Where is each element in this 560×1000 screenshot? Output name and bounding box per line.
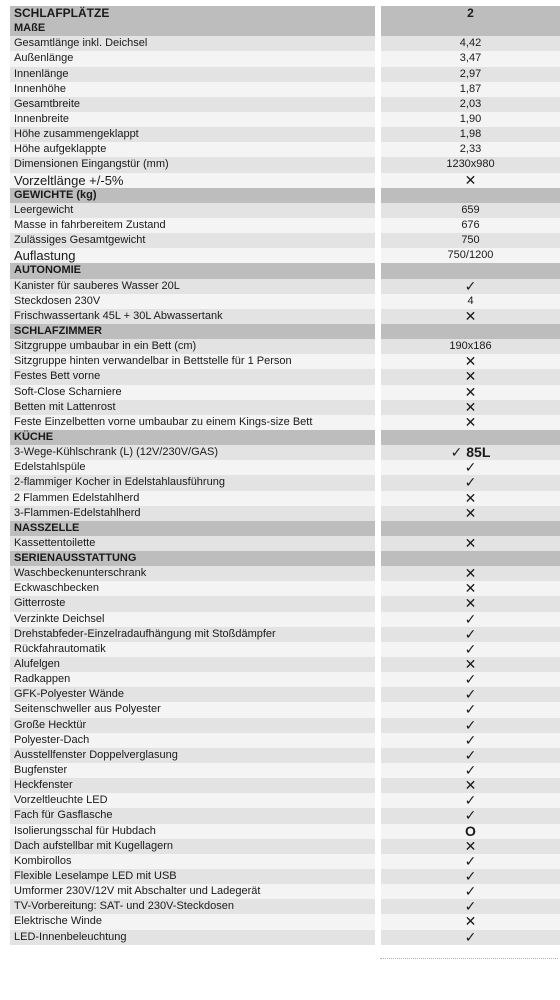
spec-row <box>10 612 560 627</box>
spec-label: Waschbeckenunterschrank <box>10 566 375 581</box>
spec-row <box>10 627 560 642</box>
spec-label: Kassettentoilette <box>10 536 375 551</box>
spec-value: ✓ <box>381 672 560 687</box>
spec-row <box>10 339 560 354</box>
spec-value: 676 <box>381 218 560 233</box>
title-value: 2 <box>381 6 560 21</box>
spec-value: 4 <box>381 294 560 309</box>
section-heading: GEWICHTE (kg) <box>10 188 375 203</box>
spec-label: Auflastung <box>10 248 375 263</box>
spec-label: Gesamtbreite <box>10 97 375 112</box>
footer-divider <box>380 958 558 960</box>
spec-label: Festes Bett vorne <box>10 369 375 384</box>
spec-row <box>10 36 560 51</box>
spec-row <box>10 702 560 717</box>
spec-value: 1,87 <box>381 82 560 97</box>
spec-row <box>10 354 560 369</box>
spec-value: ✕ <box>381 839 560 854</box>
spec-value: ✕ <box>381 400 560 415</box>
spec-row <box>10 839 560 854</box>
spec-row <box>10 657 560 672</box>
spec-label: 2-flammiger Kocher in Edelstahlausführung <box>10 475 375 490</box>
spec-row <box>10 672 560 687</box>
spec-value: ✓ <box>381 869 560 884</box>
spec-row <box>10 400 560 415</box>
section-heading: MAßE <box>10 21 375 36</box>
spec-row <box>10 854 560 869</box>
spec-value: 1,90 <box>381 112 560 127</box>
spec-label: Eckwaschbecken <box>10 581 375 596</box>
spec-label: Gitterroste <box>10 596 375 611</box>
spec-value: ✓ <box>381 763 560 778</box>
spec-row <box>10 642 560 657</box>
section-heading: AUTONOMIE <box>10 263 375 278</box>
spec-value: ✓ <box>381 279 560 294</box>
sections-container <box>10 21 560 945</box>
spec-label: 3-Wege-Kühlschrank (L) (12V/230V/GAS) <box>10 445 375 460</box>
spec-row <box>10 475 560 490</box>
spec-value: ✕ <box>381 778 560 793</box>
spec-row <box>10 445 560 460</box>
spec-row <box>10 581 560 596</box>
spec-row <box>10 536 560 551</box>
spec-row <box>10 748 560 763</box>
spec-value: ✓ <box>381 808 560 823</box>
spec-label: Bugfenster <box>10 763 375 778</box>
spec-row <box>10 97 560 112</box>
spec-value: 4,42 <box>381 36 560 51</box>
spec-row <box>10 279 560 294</box>
spec-label: GFK-Polyester Wände <box>10 687 375 702</box>
spec-value: 750/1200 <box>381 248 560 263</box>
spec-label: Sitzgruppe hinten verwandelbar in Bettstelle für 1 Person <box>10 354 375 369</box>
spec-label: Edelstahlspüle <box>10 460 375 475</box>
spec-label: Vorzeltleuchte LED <box>10 793 375 808</box>
spec-value: ✓ <box>381 718 560 733</box>
spec-value: 1,98 <box>381 127 560 142</box>
spec-row <box>10 793 560 808</box>
spec-value: 1230x980 <box>381 157 560 172</box>
section-heading: SERIENAUSSTATTUNG <box>10 551 375 566</box>
spec-row <box>10 369 560 384</box>
spec-row <box>10 127 560 142</box>
spec-label: Ausstellfenster Doppelverglasung <box>10 748 375 763</box>
spec-row <box>10 294 560 309</box>
spec-row <box>10 203 560 218</box>
spec-label: Kombirollos <box>10 854 375 869</box>
spec-value: ✓ <box>381 627 560 642</box>
spec-label: Leergewicht <box>10 203 375 218</box>
spec-value: ✕ <box>381 566 560 581</box>
spec-label: Höhe zusammengeklappt <box>10 127 375 142</box>
spec-value: ✓ <box>381 733 560 748</box>
spec-row <box>10 914 560 929</box>
spec-label: Innenlänge <box>10 67 375 82</box>
spec-row <box>10 808 560 823</box>
spec-label: Außenlänge <box>10 51 375 66</box>
spec-label: Soft-Close Scharniere <box>10 385 375 400</box>
spec-label: Masse in fahrbereitem Zustand <box>10 218 375 233</box>
spec-value: ✕ <box>381 657 560 672</box>
spec-value: ✕ <box>381 596 560 611</box>
section-heading: NASSZELLE <box>10 521 375 536</box>
spec-row <box>10 309 560 324</box>
spec-label: 2 Flammen Edelstahlherd <box>10 491 375 506</box>
spec-value: ✕ <box>381 173 560 188</box>
spec-value: ✓ <box>381 793 560 808</box>
spec-table <box>10 6 560 945</box>
spec-label: Dach aufstellbar mit Kugellagern <box>10 839 375 854</box>
section-header <box>10 551 560 566</box>
spec-row <box>10 687 560 702</box>
spec-value: 190x186 <box>381 339 560 354</box>
spec-label: Alufelgen <box>10 657 375 672</box>
spec-row <box>10 566 560 581</box>
spec-label: Höhe aufgeklappte <box>10 142 375 157</box>
spec-row <box>10 884 560 899</box>
spec-value: ✕ <box>381 506 560 521</box>
spec-value: ✓ <box>381 460 560 475</box>
spec-row <box>10 157 560 172</box>
spec-row <box>10 733 560 748</box>
spec-label: Isolierungsschal für Hubdach <box>10 824 375 839</box>
spec-label: LED-Innenbeleuchtung <box>10 930 375 945</box>
spec-label: Große Hecktür <box>10 718 375 733</box>
spec-value: ✓ <box>381 687 560 702</box>
spec-row <box>10 460 560 475</box>
spec-row <box>10 778 560 793</box>
spec-value: ✓ <box>381 748 560 763</box>
spec-label: Radkappen <box>10 672 375 687</box>
spec-value: 659 <box>381 203 560 218</box>
spec-label: Rückfahrautomatik <box>10 642 375 657</box>
spec-label: Elektrische Winde <box>10 914 375 929</box>
spec-row <box>10 51 560 66</box>
spec-row <box>10 824 560 839</box>
spec-value: ✕ <box>381 914 560 929</box>
spec-row <box>10 112 560 127</box>
spec-label: Fach für Gasflasche <box>10 808 375 823</box>
spec-row <box>10 67 560 82</box>
spec-label: Feste Einzelbetten vorne umbaubar zu einem Kings-size Bett <box>10 415 375 430</box>
title-row <box>10 6 560 21</box>
spec-value: ✓ <box>381 884 560 899</box>
spec-row <box>10 718 560 733</box>
spec-value: 750 <box>381 233 560 248</box>
spec-label: Vorzeltlänge +/-5% <box>10 173 375 188</box>
spec-label: Seitenschweller aus Polyester <box>10 702 375 717</box>
spec-value: ✓ 85L <box>381 445 560 460</box>
spec-label: Betten mit Lattenrost <box>10 400 375 415</box>
spec-value: ✓ <box>381 475 560 490</box>
spec-value: ✕ <box>381 385 560 400</box>
spec-row <box>10 869 560 884</box>
spec-label: Steckdosen 230V <box>10 294 375 309</box>
spec-label: Frischwassertank 45L + 30L Abwassertank <box>10 309 375 324</box>
spec-label: Kanister für sauberes Wasser 20L <box>10 279 375 294</box>
spec-value: ✓ <box>381 642 560 657</box>
spec-value: 3,47 <box>381 51 560 66</box>
spec-value: ✕ <box>381 415 560 430</box>
spec-row <box>10 385 560 400</box>
spec-value: ✕ <box>381 354 560 369</box>
section-header <box>10 263 560 278</box>
spec-label: 3-Flammen-Edelstahlherd <box>10 506 375 521</box>
spec-label: Dimensionen Eingangstür (mm) <box>10 157 375 172</box>
spec-row <box>10 248 560 263</box>
spec-label: Flexible Leselampe LED mit USB <box>10 869 375 884</box>
spec-value: 2,97 <box>381 67 560 82</box>
spec-value: ✕ <box>381 309 560 324</box>
spec-value: ✕ <box>381 369 560 384</box>
spec-label: Verzinkte Deichsel <box>10 612 375 627</box>
section-heading: SCHLAFZIMMER <box>10 324 375 339</box>
spec-value: ✕ <box>381 581 560 596</box>
section-heading: KÜCHE <box>10 430 375 445</box>
spec-row <box>10 82 560 97</box>
spec-value: 2,03 <box>381 97 560 112</box>
spec-label: Heckfenster <box>10 778 375 793</box>
spec-value: 2,33 <box>381 142 560 157</box>
spec-row <box>10 233 560 248</box>
spec-value: ✕ <box>381 536 560 551</box>
spec-value: ✓ <box>381 930 560 945</box>
spec-value: ✓ <box>381 854 560 869</box>
spec-row <box>10 899 560 914</box>
spec-row <box>10 142 560 157</box>
spec-label: Sitzgruppe umbaubar in ein Bett (cm) <box>10 339 375 354</box>
spec-label: TV-Vorbereitung: SAT- und 230V-Steckdosen <box>10 899 375 914</box>
spec-label: Innenbreite <box>10 112 375 127</box>
spec-row <box>10 491 560 506</box>
title-label: SCHLAFPLÄTZE <box>10 6 375 21</box>
section-header <box>10 430 560 445</box>
spec-row <box>10 218 560 233</box>
spec-row <box>10 763 560 778</box>
spec-label: Zulässiges Gesamtgewicht <box>10 233 375 248</box>
spec-row <box>10 506 560 521</box>
spec-value: ✓ <box>381 702 560 717</box>
spec-value: O <box>381 824 560 839</box>
section-header <box>10 324 560 339</box>
spec-value: ✕ <box>381 491 560 506</box>
spec-row <box>10 415 560 430</box>
spec-label: Drehstabfeder-Einzelradaufhängung mit Stoßdämpfer <box>10 627 375 642</box>
spec-label: Gesamtlänge inkl. Deichsel <box>10 36 375 51</box>
section-header <box>10 21 560 36</box>
spec-value: ✓ <box>381 612 560 627</box>
spec-row <box>10 930 560 945</box>
section-header <box>10 188 560 203</box>
section-header <box>10 521 560 536</box>
spec-label: Polyester-Dach <box>10 733 375 748</box>
spec-row <box>10 596 560 611</box>
spec-label: Umformer 230V/12V mit Abschalter und Ladegerät <box>10 884 375 899</box>
spec-label: Innenhöhe <box>10 82 375 97</box>
spec-value: ✓ <box>381 899 560 914</box>
spec-row <box>10 173 560 188</box>
